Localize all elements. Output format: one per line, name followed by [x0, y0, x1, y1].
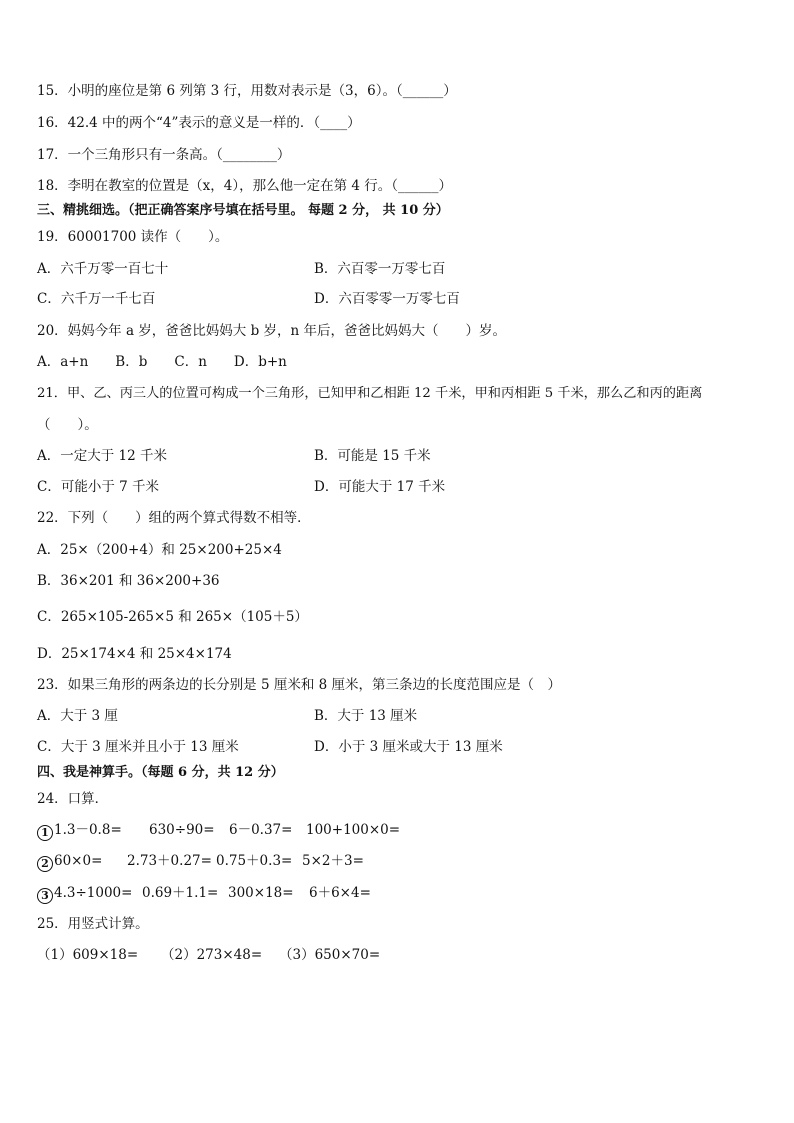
calc-item: 100+100×0=	[306, 822, 401, 838]
calc-item: 5×2＋3=	[302, 853, 364, 869]
section-3-heading: 三、精挑细选。（把正确答案序号填在括号里。 每题 2 分， 共 10 分）	[37, 203, 449, 218]
question-23-stem: 23．如果三角形的两条边的长分别是 5 厘米和 8 厘米，第三条边的长度范围应是（ ）	[37, 677, 562, 693]
q19-option-b: B．六百零一万零七百	[314, 261, 446, 277]
question-17: 17．一个三角形只有一条高。（________）	[37, 147, 291, 163]
q21-option-a: A．一定大于 12 千米	[37, 448, 168, 464]
q24-row-3	[37, 884, 371, 904]
calc-item: （3）650×70=	[279, 947, 381, 963]
q21-option-d: D．可能大于 17 千米	[314, 479, 446, 495]
question-24-stem: 24．口算．	[37, 791, 109, 807]
q23-option-c: C．大于 3 厘米并且小于 13 厘米	[37, 739, 239, 755]
q20-options: A．a+n B．b C．n D．b+n	[37, 354, 287, 370]
circled-number: 3	[37, 888, 53, 904]
question-19-stem: 19．60001700 读作（ ）。	[37, 229, 229, 245]
calc-item: 6＋6×4=	[309, 885, 371, 901]
q24-row-2	[37, 852, 364, 872]
circled-number: 2	[37, 856, 53, 872]
q23-option-a: A．大于 3 厘	[37, 708, 118, 724]
calc-item: 4.3÷1000=	[54, 885, 133, 901]
q19-option-a: A．六千万零一百七十	[37, 261, 169, 277]
q19-option-c: C．六千万一千七百	[37, 291, 156, 307]
calc-item: 1.3－0.8=	[54, 822, 122, 838]
q21-option-c: C．可能小于 7 千米	[37, 479, 160, 495]
q22-option-a: A．25×（200+4）和 25×200+25×4	[37, 542, 282, 558]
question-22-stem: 22．下列（ ）组的两个算式得数不相等．	[37, 510, 311, 526]
q24-row-1	[37, 821, 400, 841]
question-16: 16．42.4 中的两个“4”表示的意义是一样的．（____）	[37, 115, 361, 131]
q21-option-b: B．可能是 15 千米	[314, 448, 431, 464]
calc-item: 630÷90=	[149, 822, 215, 838]
question-21-stem-cont: （ ）。	[37, 417, 98, 433]
q23-option-b: B．大于 13 厘米	[314, 708, 418, 724]
calc-item: 0.75＋0.3=	[216, 853, 293, 869]
question-21-stem: 21．甲、乙、丙三人的位置可构成一个三角形，已知甲和乙相距 12 千米，甲和丙相距 5 千米，那么乙和丙的距离	[37, 386, 703, 401]
q22-option-b: B．36×201 和 36×200+36	[37, 573, 220, 589]
q23-option-d: D．小于 3 厘米或大于 13 厘米	[314, 739, 503, 755]
calc-item: （1）609×18=	[37, 947, 139, 963]
calc-item: 2.73＋0.27=	[127, 853, 212, 869]
question-25-stem: 25．用竖式计算。	[37, 916, 149, 932]
q19-option-d: D．六百零零一万零七百	[314, 291, 460, 307]
calc-item: 300×18=	[228, 885, 294, 901]
q22-option-c: C．265×105-265×5 和 265×（105＋5）	[37, 609, 308, 625]
question-18: 18．李明在教室的位置是（x，4），那么他一定在第 4 行。（______）	[37, 178, 453, 194]
calc-item: 0.69＋1.1=	[142, 885, 219, 901]
calc-item: 6－0.37=	[229, 822, 293, 838]
q22-option-d: D．25×174×4 和 25×4×174	[37, 646, 232, 662]
calc-item: （2）273×48=	[161, 947, 263, 963]
section-4-heading: 四、我是神算手。（每题 6 分，共 12 分）	[37, 765, 284, 780]
question-20-stem: 20．妈妈今年 a 岁，爸爸比妈妈大 b 岁，n 年后，爸爸比妈妈大（ ）岁。	[37, 323, 507, 339]
question-15: 15．小明的座位是第 6 列第 3 行，用数对表示是（3，6）。（______）	[37, 83, 457, 99]
calc-item: 60×0=	[54, 853, 103, 869]
q25-items	[37, 946, 380, 964]
circled-number: 1	[37, 825, 53, 841]
